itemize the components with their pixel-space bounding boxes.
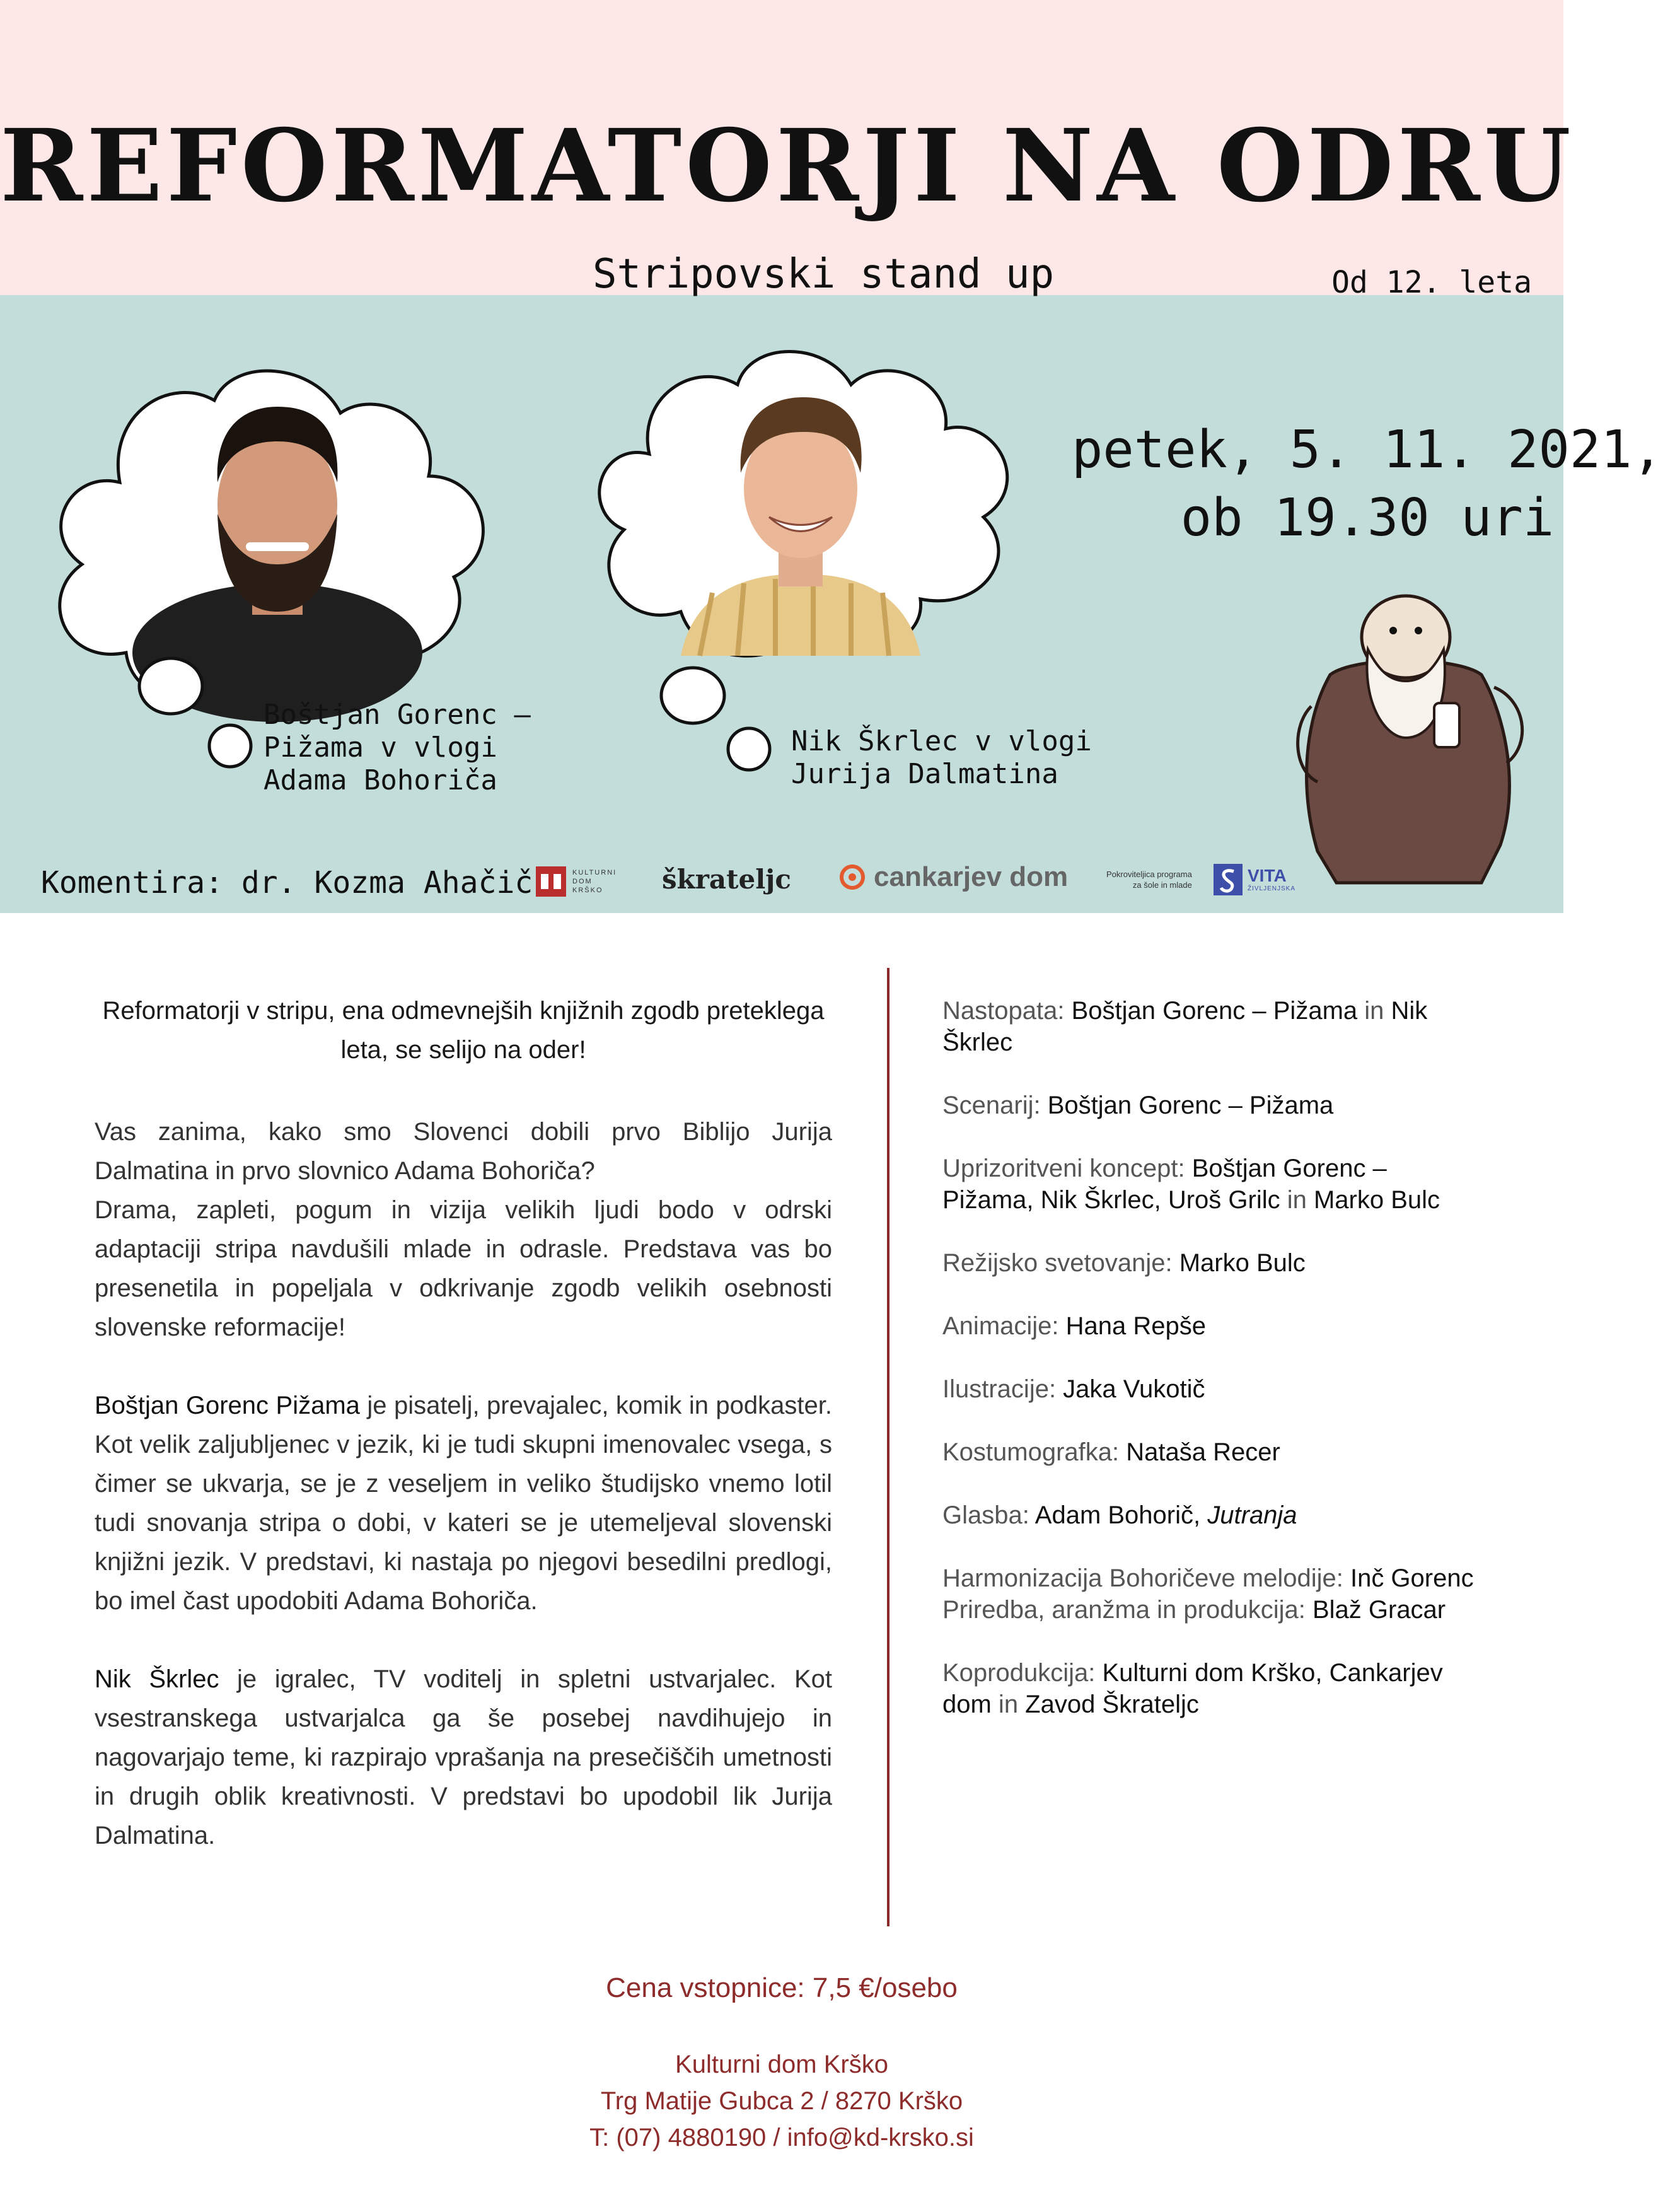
credit-label: Koprodukcija: <box>942 1659 1103 1687</box>
cankarjev-icon <box>838 863 866 891</box>
venue-contact: T: (07) 4880190 / info@kd-krsko.si <box>589 2124 974 2151</box>
credit-value: Kulturni dom Krško, Cankarjev dom <box>942 1659 1443 1718</box>
intro-text: Reformatorji v stripu, ena odmevnejših knjižnih zgodb preteklega leta, se selijo na oder! <box>102 997 825 1064</box>
description-paragraph <box>95 1112 832 1190</box>
credit-label: in <box>991 1691 1026 1718</box>
credit-value: Zavod Škrateljc <box>1025 1691 1199 1718</box>
credit-label: Animacije: <box>942 1312 1066 1340</box>
event-time-line: ob 19.30 uri <box>1180 488 1555 548</box>
credit-kostumografija <box>942 1436 1485 1468</box>
credit-label: Glasba: <box>942 1501 1035 1529</box>
ticket-price <box>0 1972 1563 2004</box>
paragraph-text: je pisatelj, prevajalec, komik in podkaster. Kot velik zaljubljenec v jezik, ki je tudi skupni imenovalec vsega, s čimer se ukvarja, se je z veseljem in veliko študijsko vnemo lotil tudi snovanja stripa o dobi, v kateri se je utemeljeval slovenski knjižni jezik. V predstavi, ki nastaja po njegovi besedilni predlogi, bo imel čast upodobiti Adama Bohoriča. <box>95 1392 832 1615</box>
caption-line: Boštjan Gorenc – <box>264 699 531 731</box>
logo-text: ŽIVLJENJSKA <box>1248 885 1296 892</box>
logo-pokroviteljica <box>1106 869 1192 890</box>
price-value: 7,5 €/osebo <box>812 1972 958 2003</box>
credit-value: Nataša Recer <box>1126 1438 1280 1466</box>
logo-text: za šole in mlade <box>1132 880 1192 890</box>
logo-text: VITA <box>1248 866 1287 885</box>
credit-value-italic: Jutranja <box>1207 1501 1297 1529</box>
commentary-credit: Komentira: dr. Kozma Ahačič <box>41 865 533 900</box>
paragraph-text: Vas zanima, kako smo Slovenci dobili prvo Biblijo Jurija Dalmatina in prvo slovnico Adama Bohoriča? <box>95 1118 832 1185</box>
credit-value: Boštjan Gorenc – Pižama <box>1071 997 1358 1025</box>
thought-dot-small-2 <box>725 725 773 773</box>
credit-label: Priredba, aranžma in produkcija: <box>942 1596 1312 1624</box>
logo-kulturni-dom <box>535 865 617 898</box>
credit-label: in <box>1280 1186 1314 1214</box>
credit-label: Nastopata: <box>942 997 1072 1025</box>
credit-animacije <box>942 1310 1485 1342</box>
logo-skrateljc: škratelјc <box>662 864 791 895</box>
credits-list <box>942 995 1485 1752</box>
logo-text: Pokroviteljica programa <box>1106 870 1192 879</box>
credit-label: Uprizoritveni koncept: <box>942 1155 1192 1182</box>
credit-koprodukcija <box>942 1657 1485 1720</box>
description-paragraph <box>95 1386 832 1621</box>
kulturni-dom-icon <box>535 865 567 898</box>
vita-icon <box>1214 864 1243 895</box>
credit-value: Adam Bohorič, <box>1034 1501 1208 1529</box>
caption-line: Jurija Dalmatina <box>791 758 1058 790</box>
credit-value: Marko Bulc <box>1313 1186 1440 1214</box>
poster-title: REFORMATORJI NA ODRU <box>0 108 1575 224</box>
credit-rezija <box>942 1247 1485 1279</box>
event-date-line: petek, 5. 11. 2021, <box>1072 420 1663 480</box>
credit-label: Ilustracije: <box>942 1375 1063 1403</box>
thought-dot-large-1 <box>136 655 206 718</box>
logo-text: KRŠKO <box>572 887 603 894</box>
performer-name: Nik Škrlec <box>95 1665 219 1693</box>
caption-line: Nik Škrlec v vlogi <box>791 725 1092 757</box>
venue-name: Kulturni dom Krško <box>675 2051 888 2078</box>
credit-nastopata <box>942 995 1485 1058</box>
logo-text: DOM <box>572 878 593 885</box>
description-paragraph <box>95 1190 832 1347</box>
price-label: Cena vstopnice: <box>606 1972 813 2003</box>
credit-label: in <box>1357 997 1391 1025</box>
description-paragraph <box>95 1660 832 1855</box>
logo-text: cankarjev dom <box>874 861 1069 892</box>
credit-label: Režijsko svetovanje: <box>942 1249 1179 1277</box>
caption-skrlec <box>791 725 1092 791</box>
thought-dot-large-2 <box>658 664 728 727</box>
description <box>95 1112 832 1894</box>
age-rating: Od 12. leta <box>1331 265 1532 300</box>
thought-dot-small-1 <box>206 722 254 770</box>
credit-value: Jaka Vukotič <box>1063 1375 1205 1403</box>
credit-value: Nik Škrlec <box>942 997 1428 1056</box>
credit-priredba <box>942 1594 1485 1626</box>
performer-name: Boštjan Gorenc Pižama <box>95 1392 360 1419</box>
poster-subtitle: Stripovski stand up <box>593 251 1055 298</box>
venue-address: Trg Matije Gubca 2 / 8270 Krško <box>600 2087 963 2115</box>
credit-glasba <box>942 1499 1485 1531</box>
credit-value: Inč Gorenc <box>1350 1564 1474 1592</box>
credit-label: Kostumografka: <box>942 1438 1127 1466</box>
logo-vita <box>1214 864 1295 895</box>
credit-value: Marko Bulc <box>1179 1249 1306 1277</box>
event-date <box>1072 416 1663 552</box>
credit-scenarij <box>942 1090 1485 1121</box>
caption-gorenc <box>264 699 531 797</box>
credit-value: Boštjan Gorenc – Pižama, Nik Škrlec, Uroš Grilc <box>942 1155 1387 1214</box>
caption-line: Pižama v vlogi <box>264 731 497 764</box>
caption-line: Adama Bohoriča <box>264 764 497 796</box>
logo-cankarjev-dom <box>838 861 1068 893</box>
credit-ilustracije <box>942 1373 1485 1405</box>
logo-text: KULTURNI <box>572 869 617 876</box>
reformer-illustration <box>1280 580 1532 895</box>
credit-value: Boštjan Gorenc – Pižama <box>1047 1091 1334 1119</box>
paragraph-text: Drama, zapleti, pogum in vizija velikih ljudi bodo v odrski adaptaciji stripa navdušili mlade in odrasle. Predstava vas bo presenetila in popeljala v odkrivanje zgodb velikih osebnosti slovenske reformacije! <box>95 1196 832 1341</box>
thought-bubble-skrlec <box>555 328 1034 681</box>
credit-koncept <box>942 1153 1485 1216</box>
credit-label: Scenarij: <box>942 1091 1048 1119</box>
column-divider <box>887 968 889 1926</box>
credit-value: Hana Repše <box>1065 1312 1206 1340</box>
credit-value: Blaž Gracar <box>1312 1596 1446 1624</box>
paragraph-text: je igralec, TV voditelj in spletni ustvarjalec. Kot vsestranskega ustvarjalca ga še posebej navdihujejo in nagovarjajo teme, ki razpirajo vprašanja na presečiščih umetnosti in drugih oblik kreativnosti. V predstavi bo upodobil lik Jurija Dalmatina. <box>95 1665 832 1849</box>
credit-harmonizacija <box>942 1563 1485 1594</box>
credit-label: Harmonizacija Bohoričeve melodije: <box>942 1564 1350 1592</box>
